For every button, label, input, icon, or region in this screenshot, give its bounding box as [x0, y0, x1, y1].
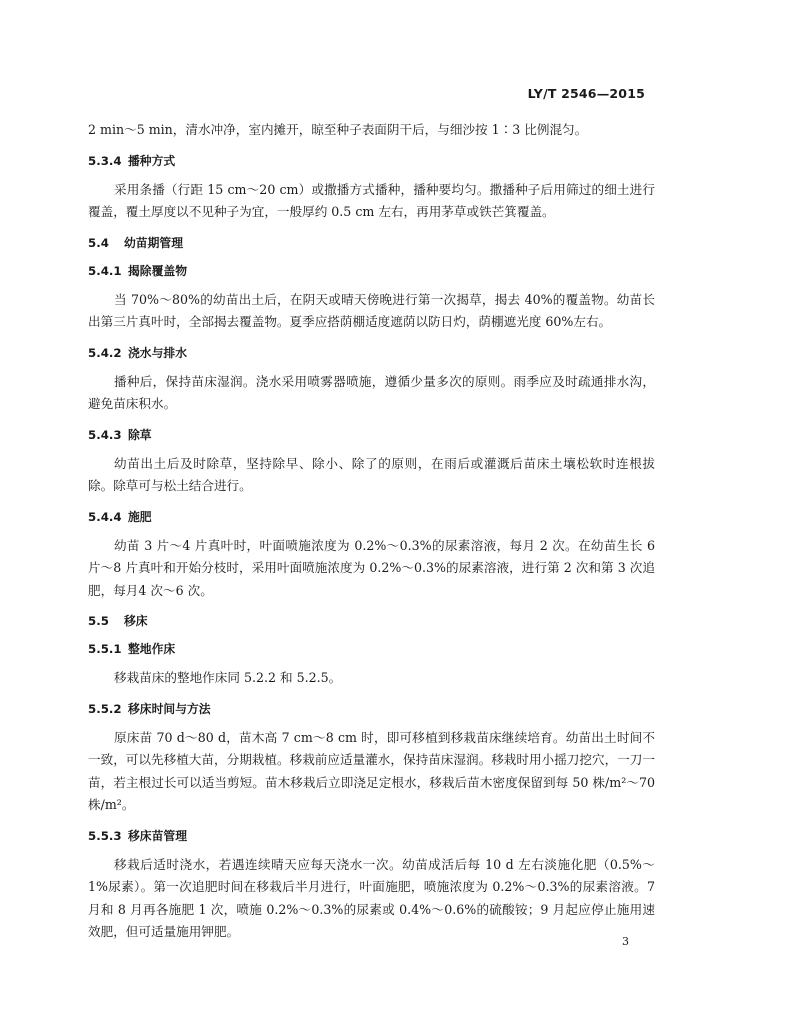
heading-5-4-1 — [88, 261, 655, 282]
paragraph-continued: 2 min～5 min，清水冲净，室内摊开，晾至种子表面阴干后，与细沙按 1∶3 比例混匀。 — [88, 122, 588, 137]
heading-number: 5.5.1 — [88, 642, 122, 656]
heading-5-4-2 — [88, 343, 655, 364]
heading-5-4-3 — [88, 425, 655, 446]
paragraph-remove-cover: 当 70%～80%的幼苗出土后，在阴天或晴天傍晚进行第一次揭草，揭去 40%的覆盖物。幼苗长出第三片真叶时，全部揭去覆盖物。夏季应搭荫棚适度遮荫以防日灼，荫棚遮光度 60%左右。 — [88, 291, 655, 329]
paragraph-bed-preparation: 移栽苗床的整地作床同 5.2.2 和 5.2.5。 — [114, 670, 342, 685]
paragraph-fertilizing: 幼苗 3 片～4 片真叶时，叶面喷施浓度为 0.2%～0.3%的尿素溶液，每月 2 次。在幼苗生长 6 片～8 片真叶和开始分枝时，采用叶面喷施浓度为 0.2%～0.3%的尿素溶液，进行第 2 次和第 3 次追肥，每月4 次～6 次。 — [88, 537, 655, 598]
page-number: 3 — [622, 935, 629, 948]
heading-title: 整地作床 — [128, 642, 176, 656]
heading-title: 除草 — [128, 427, 152, 442]
heading-number: 5.4 — [88, 235, 109, 250]
standard-code: LY/T 2546—2015 — [527, 86, 645, 101]
paragraph-transplant-method: 原床苗 70 d～80 d，苗木高 7 cm～8 cm 时，即可移植到移栽苗床继续培育。幼苗出土时间不一致，可以先移植大苗，分期栽植。移栽前应适量灌水，保持苗床湿润。移栽时用小摇刀挖穴，一刀一苗，若主根过长可以适当剪短。苗木移栽后立即浇足定根水，移栽后苗木密度保留到每 50 株/m²～70 株/m²。 — [88, 729, 655, 812]
heading-5-5 — [88, 611, 655, 632]
heading-title: 移床苗管理 — [128, 828, 187, 843]
heading-number: 5.4.1 — [88, 263, 122, 278]
paragraph-weeding: 幼苗出土后及时除草，坚持除早、除小、除了的原则，在雨后或灌溉后苗床土壤松软时连根拔除。除草可与松土结合进行。 — [88, 455, 655, 493]
heading-number: 5.4.3 — [88, 427, 122, 442]
paragraph-sowing-method: 采用条播（行距 15 cm～20 cm）或撒播方式播种，播种要均匀。撒播种子后用筛过的细土进行覆盖，覆土厚度以不见种子为宜，一般厚约 0.5 cm 左右，再用茅草或铁芒箕覆盖。 — [88, 181, 655, 219]
heading-title: 揭除覆盖物 — [128, 263, 187, 278]
heading-title: 移床时间与方法 — [128, 701, 211, 716]
heading-number: 5.5 — [88, 614, 109, 628]
paragraph-transplant-care: 移栽后适时浇水，若遇连续晴天应每天浇水一次。幼苗成活后每 10 d 左右淡施化肥（0.5%～1%尿素）。第一次追肥时间在移栽后半月进行，叶面施肥，喷施浓度为 0.2%～0.3%的尿素溶液。7 月和 8 月再各施肥 1 次，喷施 0.2%～0.3%的尿素或 0.4%～0.6%的硫酸铵；9 月起应停止施用速效肥，但可适量施用钾肥。 — [88, 856, 655, 939]
heading-number: 5.4.4 — [88, 509, 122, 524]
heading-title: 幼苗期管理 — [124, 235, 183, 250]
heading-number: 5.5.2 — [88, 701, 122, 716]
heading-number: 5.3.4 — [88, 153, 122, 168]
heading-number: 5.5.3 — [88, 828, 122, 843]
heading-5-3-4 — [88, 151, 655, 172]
heading-5-4-4 — [88, 507, 655, 528]
heading-5-4 — [88, 233, 655, 254]
heading-5-5-3 — [88, 826, 655, 847]
document-body — [88, 119, 655, 944]
heading-title: 移床 — [124, 614, 148, 628]
heading-5-5-2 — [88, 699, 655, 720]
heading-title: 播种方式 — [128, 153, 176, 168]
heading-title: 浇水与排水 — [128, 345, 187, 360]
paragraph-watering: 播种后，保持苗床湿润。浇水采用喷雾器喷施，遵循少量多次的原则。雨季应及时疏通排水沟，避免苗床积水。 — [88, 373, 655, 411]
heading-number: 5.4.2 — [88, 345, 122, 360]
heading-5-5-1 — [88, 639, 655, 660]
heading-title: 施肥 — [128, 509, 152, 524]
